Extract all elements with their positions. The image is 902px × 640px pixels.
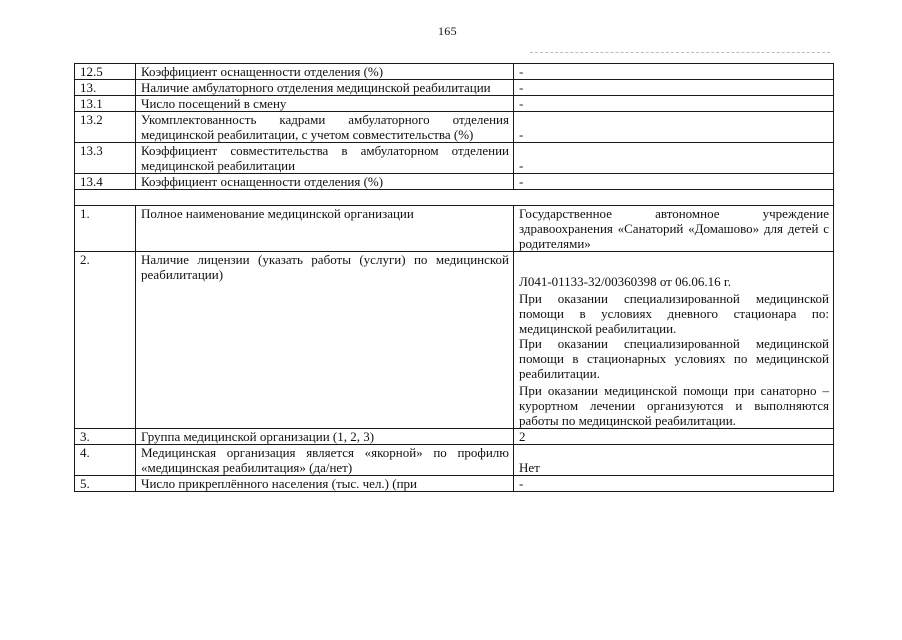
license-paragraph: При оказании специализированной медицинской помощи в стационарных условиях по медицинской реабилитации. (519, 336, 829, 381)
row-description: Наличие амбулаторного отделения медицинской реабилитации (136, 80, 514, 96)
table-row (75, 80, 834, 96)
table-row (75, 96, 834, 112)
row-value: - (514, 143, 834, 174)
row-number: 5. (75, 476, 136, 492)
row-value: Государственное автономное учреждение здравоохранения «Санаторий «Домашово» для детей с родителями» (514, 206, 834, 252)
page-number: 165 (438, 24, 457, 38)
table-row (75, 206, 834, 252)
table-row (75, 252, 834, 429)
row-description: Число посещений в смену (136, 96, 514, 112)
row-description: Коэффициент оснащенности отделения (%) (136, 64, 514, 80)
row-number: 4. (75, 445, 136, 476)
row-value: - (514, 64, 834, 80)
row-number: 1. (75, 206, 136, 252)
row-value: - (514, 112, 834, 143)
table-row (75, 174, 834, 190)
row-number: 2. (75, 252, 136, 429)
license-cell (514, 252, 834, 429)
table-row (75, 429, 834, 445)
row-value: - (514, 80, 834, 96)
row-number: 12.5 (75, 64, 136, 80)
row-description: Медицинская организация является «якорной» по профилю «медицинская реабилитация» (да/нет) (136, 445, 514, 476)
row-value: - (514, 476, 834, 492)
row-value: 2 (514, 429, 834, 445)
table-row (75, 143, 834, 174)
row-number: 3. (75, 429, 136, 445)
row-value: - (514, 96, 834, 112)
spacer-cell (75, 190, 834, 206)
row-number: 13.3 (75, 143, 136, 174)
row-number: 13.2 (75, 112, 136, 143)
row-description: Наличие лицензии (указать работы (услуги) по медицинской реабилитации) (136, 252, 514, 429)
table-row (75, 445, 834, 476)
row-description: Полное наименование медицинской организации (136, 206, 514, 252)
row-description: Группа медицинской организации (1, 2, 3) (136, 429, 514, 445)
row-description: Число прикреплённого населения (тыс. чел.) (при (136, 476, 514, 492)
row-description: Коэффициент оснащенности отделения (%) (136, 174, 514, 190)
document-table (74, 63, 828, 492)
table-spacer-row (75, 190, 834, 206)
scan-artifact-line (530, 52, 830, 54)
row-number: 13.4 (75, 174, 136, 190)
row-number: 13.1 (75, 96, 136, 112)
table-row (75, 112, 834, 143)
table-row (75, 476, 834, 492)
row-value: - (514, 174, 834, 190)
row-description: Коэффициент совместительства в амбулаторном отделении медицинской реабилитации (136, 143, 514, 174)
license-number: Л041-01133-32/00360398 от 06.06.16 г. (519, 274, 731, 289)
table-row (75, 64, 834, 80)
row-number: 13. (75, 80, 136, 96)
row-description: Укомплектованность кадрами амбулаторного отделения медицинской реабилитации, с учетом совместительства (%) (136, 112, 514, 143)
license-paragraph: При оказании специализированной медицинской помощи в условиях дневного стационара по: медицинской реабилитации. (519, 291, 829, 336)
license-paragraph: При оказании медицинской помощи при санаторно – курортном лечении организуются и выполняются работы по медицинской реабилитации. (519, 383, 829, 428)
row-value: Нет (514, 445, 834, 476)
